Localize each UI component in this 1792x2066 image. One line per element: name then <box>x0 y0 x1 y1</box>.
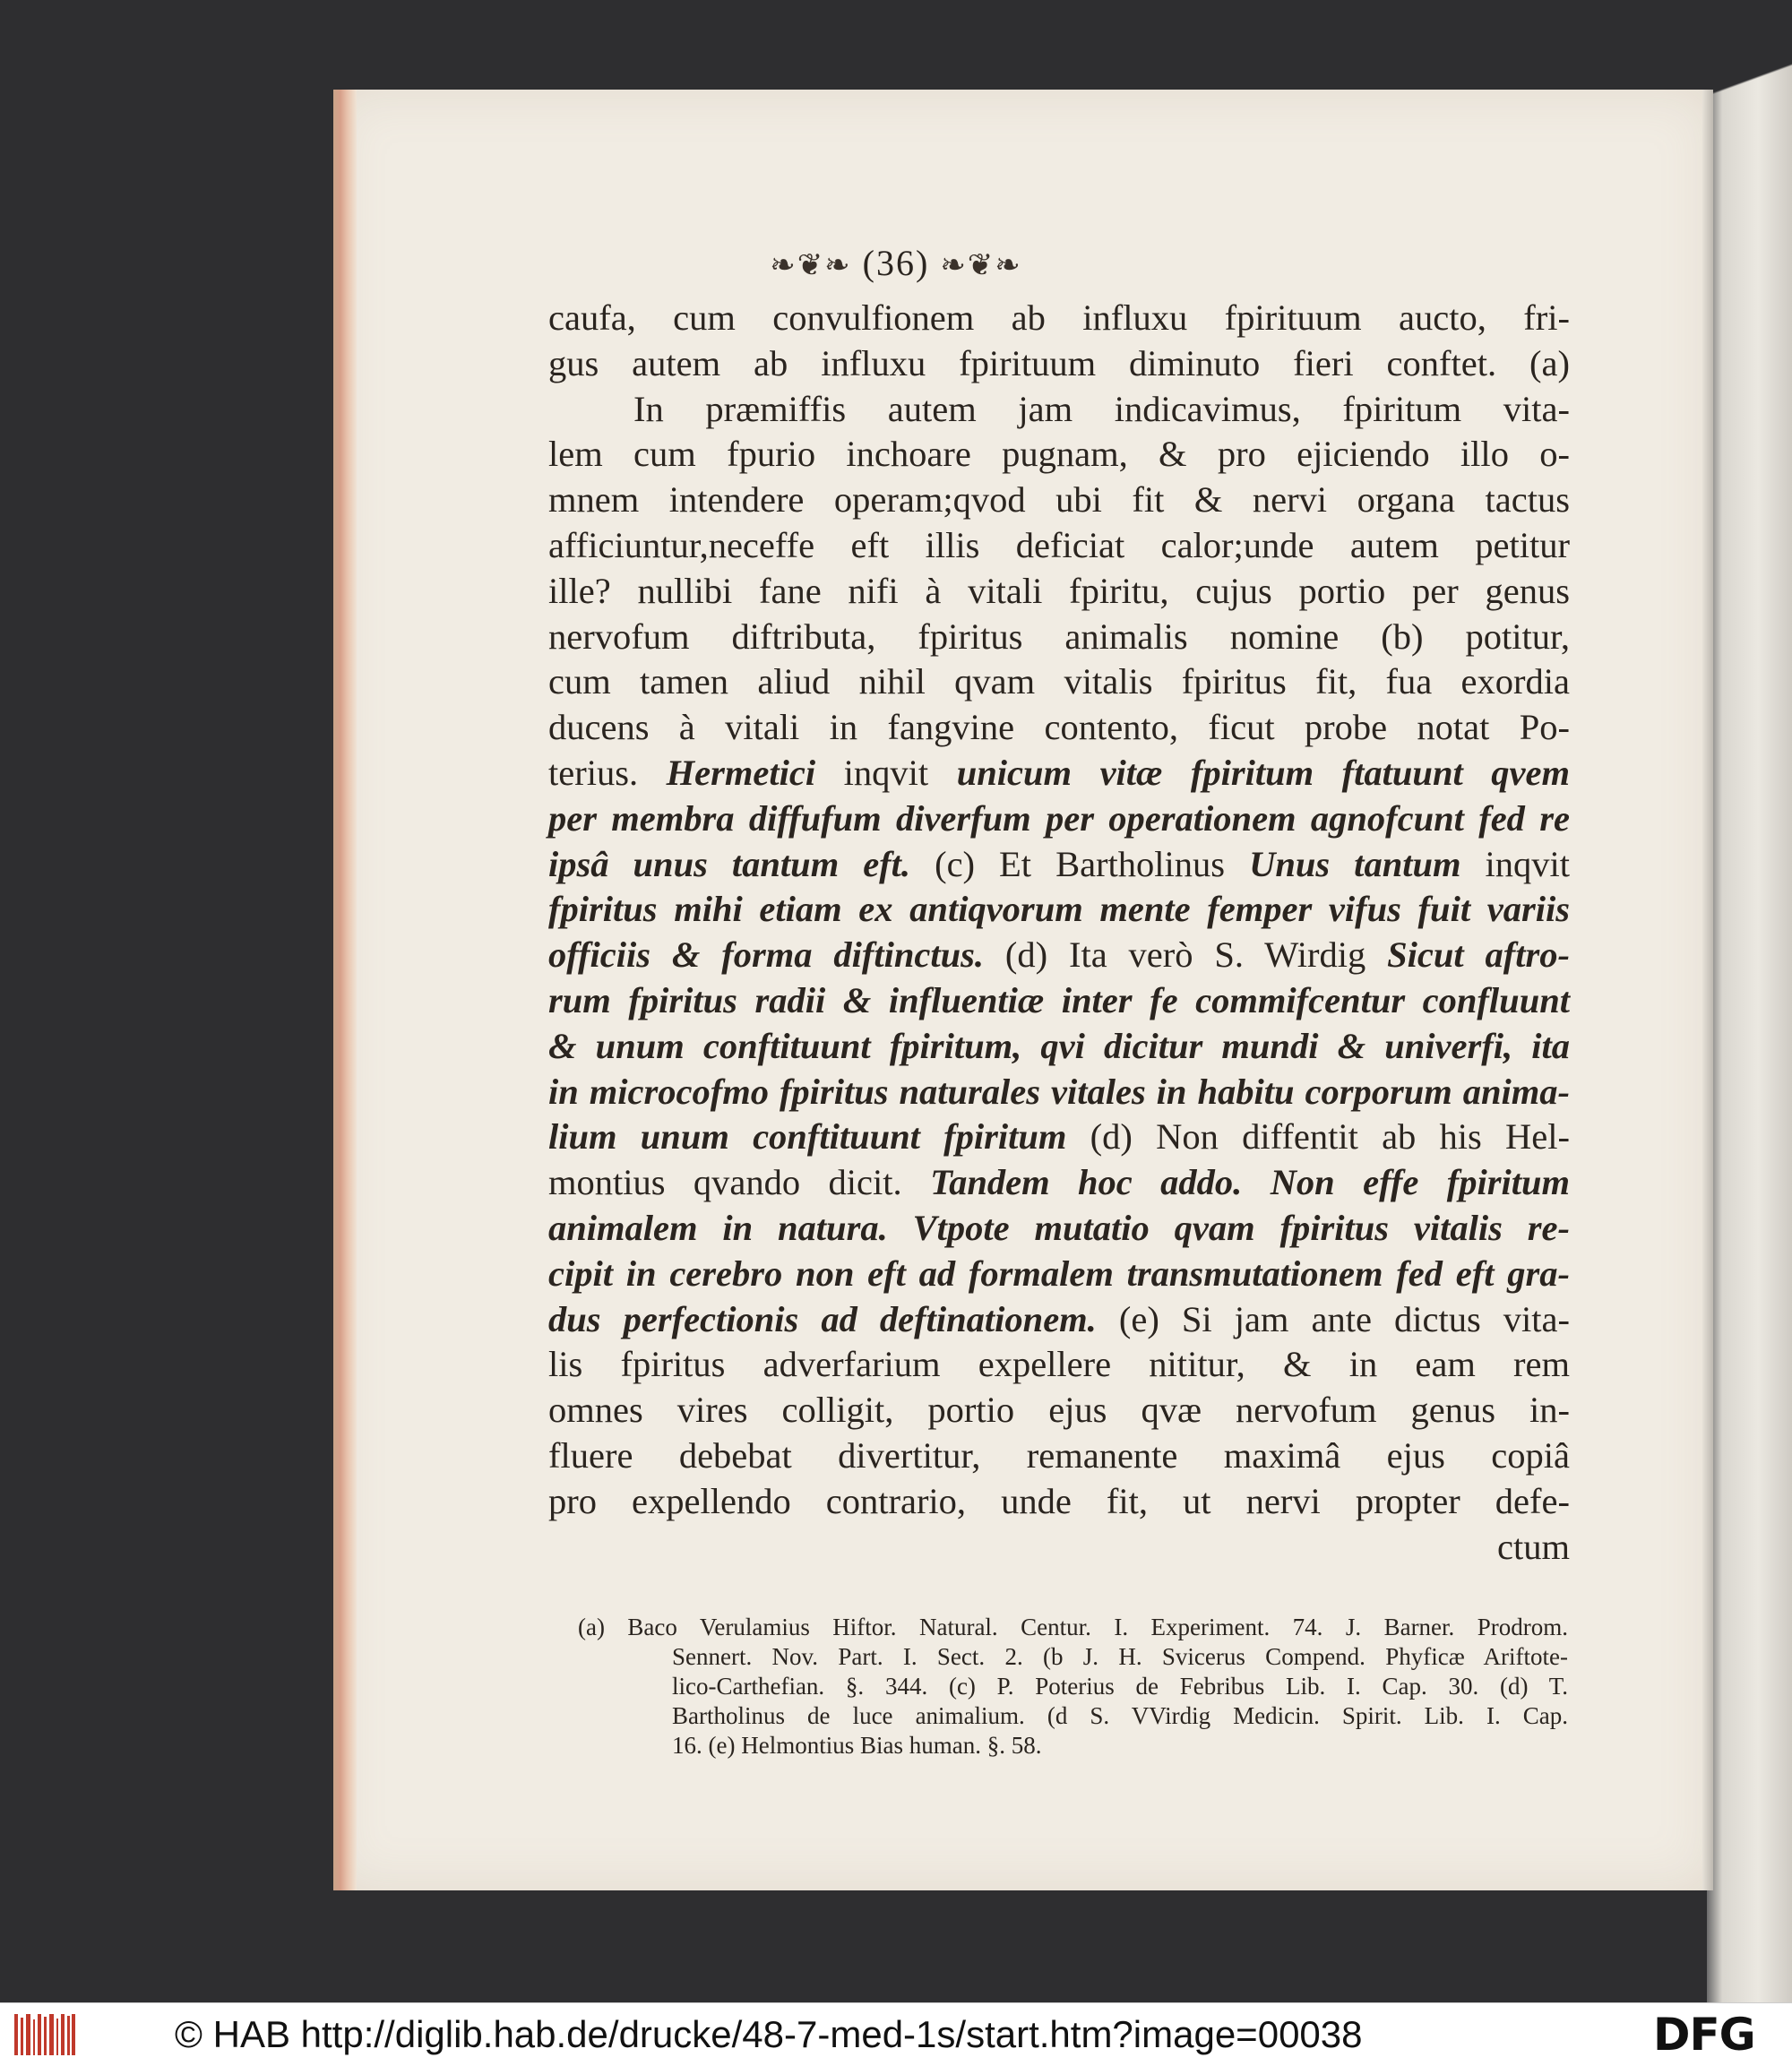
footnote-line: lico-Carthefian. §. 344. (c) P. Poterius de Febribus Lib. I. Cap. 30. (d) T. <box>672 1673 1568 1700</box>
text-run: terius. <box>548 752 639 793</box>
italic-run: & unum conftituunt fpiritum, qvi dicitur mundi & univerfi, ita <box>548 1025 1570 1066</box>
text-line: omnes vires colligit, portio ejus qvæ nervofum genus in- <box>548 1390 1570 1431</box>
copyright-link[interactable]: © HAB http://diglib.hab.de/drucke/48-7-med-1s/start.htm?image=00038 <box>175 2013 1363 2055</box>
footnote-line: 16. (e) Helmontius Bias human. §. 58. <box>672 1732 1042 1759</box>
text-line: fluere debebat divertitur, remanente maximâ ejus copiâ <box>548 1434 1570 1476</box>
text-line: cum tamen aliud nihil qvam vitalis fpiritus fit, fua exordia <box>548 661 1570 702</box>
text-line-mixed <box>548 1297 1570 1343</box>
text-line-italic <box>548 1252 1570 1297</box>
running-head <box>0 242 1792 284</box>
italic-run: unicum vitæ fpiritum ftatuunt qvem <box>956 752 1570 793</box>
page-edge <box>333 90 357 1890</box>
text-line-italic <box>548 887 1570 933</box>
text-run: inqvit <box>1485 843 1571 884</box>
footnote-line: Bartholinus de luce animalium. (d S. VVirdig Medicin. Spirit. Lib. I. Cap. <box>672 1702 1568 1729</box>
text-line-mixed <box>548 1160 1570 1206</box>
text-line-mixed <box>548 1115 1570 1160</box>
text-line: gus autem ab influxu fpirituum diminuto fieri conftet. (a) <box>548 342 1570 383</box>
italic-run: fpiritus mihi etiam ex antiqvorum mente femper vifus fuit variis <box>548 889 1570 930</box>
text-line: ducens à vitali in fangvine contento, ficut probe notat Po- <box>548 707 1570 748</box>
text-run: inqvit <box>843 752 929 793</box>
italic-run: Unus tantum <box>1249 843 1461 884</box>
italic-run: ipsâ unus tantum eft. <box>548 843 911 884</box>
text-line: pro expellendo contrario, unde fit, ut nervi propter defe- <box>548 1480 1570 1521</box>
text-run: montius qvando dicit. <box>548 1162 902 1203</box>
italic-run: Sicut aftro- <box>1387 934 1571 976</box>
italic-run: animalem in natura. Vtpote mutatio qvam fpiritus vitalis re- <box>548 1207 1570 1248</box>
text-line-italic <box>548 1024 1570 1070</box>
page-binding <box>1702 90 1713 1890</box>
text-line: lem cum fpurio inchoare pugnam, & pro ejiciendo illo o- <box>548 434 1570 475</box>
bottom-bar <box>0 2002 1792 2066</box>
ornament-left: ❧❦❧ <box>770 249 852 282</box>
italic-run: cipit in cerebro non eft ad formalem transmutationem fed eft gra- <box>548 1253 1570 1294</box>
italic-run: rum fpiritus radii & influentiæ inter fe commifcentur confluunt <box>548 979 1570 1020</box>
text-line: afficiuntur,neceffe eft illis deficiat calor;unde autem petitur <box>548 524 1570 565</box>
footnotes <box>578 1613 1568 1760</box>
ornament-right: ❧❦❧ <box>940 249 1022 282</box>
body-text <box>548 296 1570 1570</box>
text-run: (d) Ita verò S. Wirdig <box>1004 934 1366 976</box>
text-line-mixed <box>548 751 1570 796</box>
italic-run: Hermetici <box>666 752 816 793</box>
text-line-mixed <box>548 842 1570 888</box>
italic-run: Tandem hoc addo. Non effe fpiritum <box>930 1162 1570 1203</box>
footnote-line: Sennert. Nov. Part. I. Sect. 2. (b J. H. Svicerus Compend. Phyficæ Ariftote- <box>672 1643 1568 1670</box>
next-leaf-shadow <box>1707 0 1792 179</box>
text-line: In præmiffis autem jam indicavimus, fpiritum vita- <box>633 388 1570 429</box>
next-leaf-edge <box>1707 0 1792 2002</box>
italic-run: lium unum conftituunt fpiritum <box>548 1116 1067 1158</box>
footnote-line: (a) Baco Verulamius Hiftor. Natural. Centur. I. Experiment. 74. J. Barner. Prodrom. <box>578 1614 1568 1640</box>
text-line-italic <box>548 1206 1570 1252</box>
italic-run: in microcofmo fpiritus naturales vitales in habitu corporum anima- <box>548 1071 1570 1112</box>
text-run: (c) Et Bartholinus <box>935 843 1226 884</box>
text-line: caufa, cum convulfionem ab influxu fpirituum aucto, fri- <box>548 297 1570 338</box>
text-line: ille? nullibi fane nifi à vitali fpiritu, cujus portio per genus <box>548 570 1570 611</box>
text-run: (e) Si jam ante dictus vita- <box>1118 1298 1571 1339</box>
text-line-italic <box>548 978 1570 1024</box>
text-line: nervofum diftributa, fpiritus animalis nomine (b) potitur, <box>548 615 1570 657</box>
text-line-mixed <box>548 933 1570 978</box>
text-line: lis fpiritus adverfarium expellere nititur, & in eam rem <box>548 1344 1570 1385</box>
italic-run: officiis & forma diftinctus. <box>548 934 984 976</box>
catchword: ctum <box>1497 1526 1570 1567</box>
text-line-italic <box>548 1070 1570 1115</box>
dfg-logo: DFG <box>1653 2009 1755 2061</box>
italic-run: per membra diffufum diverfum per operationem agnofcunt fed re <box>548 797 1570 839</box>
text-line: mnem intendere operam;qvod ubi fit & nervi organa tactus <box>548 479 1570 521</box>
text-run: (d) Non diffentit ab his Hel- <box>1090 1116 1571 1158</box>
text-line-italic <box>548 796 1570 842</box>
page-number: (36) <box>862 243 930 283</box>
barcode-icon <box>14 2014 75 2055</box>
italic-run: dus perfectionis ad deftinationem. <box>548 1298 1097 1339</box>
